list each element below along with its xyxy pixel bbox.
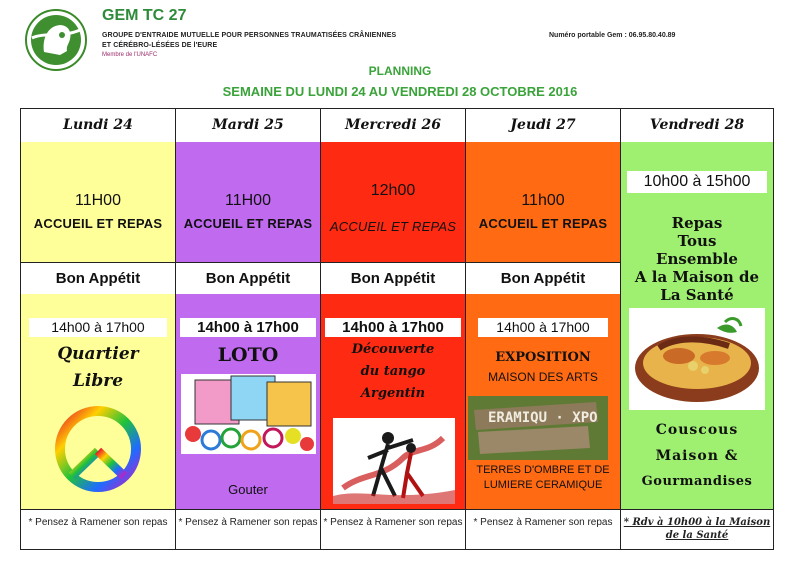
day-column-monday <box>21 109 176 549</box>
phone-number: Numéro portable Gem : 06.95.80.40.89 <box>549 32 676 39</box>
day-column-wednesday <box>321 109 466 549</box>
day-column-thursday <box>466 109 621 549</box>
morning-time: 11h00 <box>521 192 565 209</box>
day-header: Mercredi 26 <box>321 109 465 143</box>
dish-line2: Maison & <box>655 448 739 464</box>
morning-time: 11H00 <box>225 192 271 209</box>
meal-label: Bon Appétit <box>466 262 620 295</box>
afternoon-activity: LOTO <box>217 344 279 366</box>
day-header: Jeudi 27 <box>466 109 620 143</box>
week-title: SEMAINE DU LUNDI 24 AU VENDREDI 28 OCTOBRE 2016 <box>222 84 578 99</box>
dish-line3: Gourmandises <box>641 474 753 489</box>
peace-sign-icon <box>53 404 143 494</box>
meal-label: Bon Appétit <box>321 262 465 295</box>
afternoon-activity-line1: EXPOSITION <box>495 350 591 365</box>
day-note: * Pensez à Ramener son repas <box>321 509 465 549</box>
header <box>0 0 800 110</box>
day-note: * Rdv à 10h00 à la Maison de la Santé <box>621 509 773 549</box>
afternoon-activity-line3: TERRES D'OMBRE ET DE <box>476 464 610 476</box>
friday-slot <box>621 142 773 509</box>
afternoon-slot <box>176 294 320 509</box>
morning-activity: ACCUEIL ET REPAS <box>478 216 608 231</box>
friday-line3: Ensemble <box>656 250 738 268</box>
day-header: Vendredi 28 <box>621 109 773 143</box>
day-header: Mardi 25 <box>176 109 320 143</box>
afternoon-activity-line2: du tango <box>360 364 426 379</box>
member-text: Membre de l'UNAFC <box>102 52 158 58</box>
day-note: * Pensez à Ramener son repas <box>176 509 320 549</box>
morning-activity: ACCUEIL ET REPAS <box>33 216 163 231</box>
afternoon-time: 14h00 à 17h00 <box>180 318 316 337</box>
afternoon-time: 14h00 à 17h00 <box>29 318 167 337</box>
afternoon-slot <box>321 294 465 509</box>
friday-line1: Repas <box>671 214 723 232</box>
afternoon-slot <box>466 294 620 509</box>
org-description-line2: ET CÉRÉBRO-LÉSÉES DE l'EURE <box>102 42 218 49</box>
afternoon-snack: Gouter <box>228 482 268 497</box>
afternoon-time: 14h00 à 17h00 <box>478 318 608 337</box>
morning-time: 11H00 <box>75 192 121 209</box>
expo-sign-icon <box>468 396 608 460</box>
day-column-friday <box>621 109 773 549</box>
org-name: GEM TC 27 <box>102 7 187 24</box>
afternoon-activity-line2: Libre <box>72 371 124 391</box>
afternoon-activity-line3: Argentin <box>360 386 426 401</box>
couscous-dish-icon <box>629 308 765 410</box>
gem-logo-icon <box>24 8 88 72</box>
morning-activity: ACCUEIL ET REPAS <box>183 216 313 231</box>
day-header: Lundi 24 <box>21 109 175 143</box>
planning-grid <box>20 108 774 550</box>
meal-label: Bon Appétit <box>21 262 175 295</box>
morning-time: 12h00 <box>370 182 416 199</box>
time-range: 10h00 à 15h00 <box>627 171 767 193</box>
afternoon-activity-line4: LUMIERE CERAMIQUE <box>483 479 603 491</box>
tango-dancers-icon <box>333 418 455 504</box>
org-description-line1: GROUPE D'ENTRAIDE MUTUELLE POUR PERSONNES TRAUMATISÉES CRÂNIENNES <box>102 32 397 39</box>
bingo-icon <box>181 374 316 454</box>
afternoon-slot <box>21 294 175 509</box>
afternoon-activity-line1: Découverte <box>351 342 435 357</box>
friday-line2: Tous <box>677 232 717 250</box>
morning-slot <box>466 142 620 295</box>
morning-slot <box>321 142 465 295</box>
day-column-tuesday <box>176 109 321 549</box>
day-note: * Pensez à Ramener son repas <box>21 509 175 549</box>
dish-line1: Couscous <box>655 422 739 438</box>
friday-line4: A la Maison de <box>634 268 760 286</box>
sign-text: ERAMIQU · XPO <box>488 410 598 426</box>
planning-title: PLANNING <box>368 64 432 78</box>
morning-activity: ACCUEIL ET REPAS <box>329 219 457 234</box>
morning-slot <box>21 142 175 295</box>
friday-line5: La Santé <box>660 286 734 304</box>
day-note: * Pensez à Ramener son repas <box>466 509 620 549</box>
morning-slot <box>176 142 320 295</box>
afternoon-time: 14h00 à 17h00 <box>325 318 461 337</box>
meal-label: Bon Appétit <box>176 262 320 295</box>
afternoon-activity-line1: Quartier <box>57 344 139 364</box>
afternoon-activity-line2: MAISON DES ARTS <box>488 370 598 384</box>
